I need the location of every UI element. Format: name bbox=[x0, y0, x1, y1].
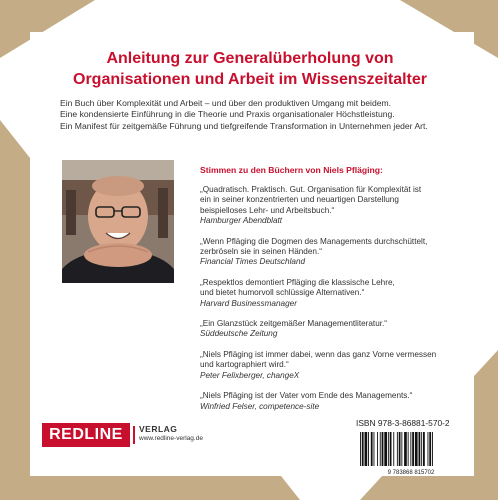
barcode-bar bbox=[408, 432, 409, 466]
quote-line: „Respektlos demontiert Pfläging die klassische Lehre, bbox=[200, 277, 395, 287]
barcode-bar bbox=[377, 432, 378, 466]
intro-line-2: Eine kondensierte Einführung in die Theorie und Praxis organisationaler Höchstleistung. bbox=[60, 109, 395, 120]
barcode-bar bbox=[388, 432, 389, 466]
headline bbox=[40, 48, 460, 90]
intro-line-3: Ein Manifest für zeitgemäße Führung und tiefgreifende Transformation in Unternehmen jeder Art. bbox=[60, 120, 428, 131]
barcode-bar bbox=[380, 432, 381, 466]
quote-line: „Niels Pfläging ist der Vater vom Ende des Managements.“ bbox=[200, 391, 413, 401]
barcode-bar bbox=[374, 432, 375, 466]
barcode-bar bbox=[410, 432, 411, 466]
publisher-url: www.redline-verlag.de bbox=[139, 435, 203, 442]
quote-line: „Wenn Pfläging die Dogmen des Managements durchschüttelt, bbox=[200, 236, 428, 246]
quote-source: Süddeutsche Zeitung bbox=[200, 329, 278, 339]
barcode-bar bbox=[399, 432, 401, 466]
barcode-bar bbox=[419, 432, 421, 466]
barcode-bar bbox=[390, 432, 392, 466]
barcode-bar bbox=[362, 432, 364, 466]
barcode-bar bbox=[421, 432, 422, 466]
headline-line-2: Organisationen und Arbeit im Wissenszeitalter bbox=[73, 71, 427, 88]
quotes-section bbox=[200, 164, 490, 422]
intro-line-1: Ein Buch über Komplexität und Arbeit – und über den produktiven Umgang mit beidem. bbox=[60, 98, 392, 108]
quote-item bbox=[200, 185, 490, 227]
quote-source: Winfried Felser, competence-site bbox=[200, 401, 320, 411]
quote-text bbox=[200, 391, 490, 401]
barcode-bar bbox=[393, 432, 394, 466]
quote-source: Financial Times Deutschland bbox=[200, 257, 306, 267]
quote-item bbox=[200, 350, 490, 381]
barcode-bar bbox=[412, 432, 414, 466]
quote-source: Peter Felixberger, changeX bbox=[200, 370, 300, 380]
headline-line-1: Anleitung zur Generalüberholung von bbox=[106, 50, 394, 67]
quote-text bbox=[200, 278, 490, 299]
barcode-bar bbox=[368, 432, 369, 466]
quote-text bbox=[200, 319, 490, 329]
quote-source: Harvard Businessmanager bbox=[200, 298, 297, 308]
quote-line: und kartographiert wird.“ bbox=[200, 360, 289, 370]
quote-text bbox=[200, 350, 490, 371]
quote-item bbox=[200, 391, 490, 412]
barcode-bar bbox=[360, 432, 361, 466]
publisher-logo-verlag: VERLAG bbox=[139, 424, 178, 434]
quote-line: ein in seiner konzentrierten und neuartigen Darstellung bbox=[200, 195, 399, 205]
intro-text bbox=[60, 98, 490, 132]
barcode-bar bbox=[382, 432, 384, 466]
barcode-digits: 9 783868 815702 bbox=[387, 470, 435, 476]
quote-line: und bietet humorvoll schlüssige Alternativen.“ bbox=[200, 288, 365, 298]
barcode-bar bbox=[423, 432, 425, 466]
publisher-logo bbox=[42, 423, 212, 447]
quote-item bbox=[200, 319, 490, 340]
quote-item bbox=[200, 237, 490, 268]
barcode-bar bbox=[404, 432, 407, 466]
barcode-bar bbox=[415, 432, 418, 466]
quote-line: „Niels Pfläging ist immer dabei, wenn das ganz Vorne vermessen bbox=[200, 349, 437, 359]
quote-line: zerbröseln sie in seinen Händen.“ bbox=[200, 247, 322, 257]
barcode-bar bbox=[401, 432, 402, 466]
quote-text bbox=[200, 237, 490, 258]
author-photo bbox=[62, 160, 174, 283]
quote-source: Hamburger Abendblatt bbox=[200, 216, 283, 226]
quote-line: „Quadratisch. Praktisch. Gut. Organisation für Komplexität ist bbox=[200, 185, 422, 194]
barcode-bar bbox=[365, 432, 368, 466]
barcode-bar bbox=[429, 432, 431, 466]
publisher-logo-name: REDLINE bbox=[42, 423, 130, 447]
logo-divider bbox=[133, 426, 135, 444]
barcode-bar bbox=[371, 432, 373, 466]
quote-line: beispielloses Lehr- und Arbeitsbuch.“ bbox=[200, 205, 335, 215]
quotes-title: Stimmen zu den Büchern von Niels Pfläging: bbox=[200, 165, 383, 175]
barcode bbox=[356, 430, 466, 476]
quote-item bbox=[200, 278, 490, 309]
quote-line: „Ein Glanzstück zeitgemäßer Managementliteratur.“ bbox=[200, 319, 388, 329]
barcode-bar bbox=[384, 432, 387, 466]
barcode-bar bbox=[428, 432, 429, 466]
barcode-bar bbox=[397, 432, 398, 466]
barcode-bar bbox=[432, 432, 433, 466]
quote-text bbox=[200, 185, 490, 216]
isbn-text: ISBN 978-3-86881-570-2 bbox=[356, 418, 450, 428]
